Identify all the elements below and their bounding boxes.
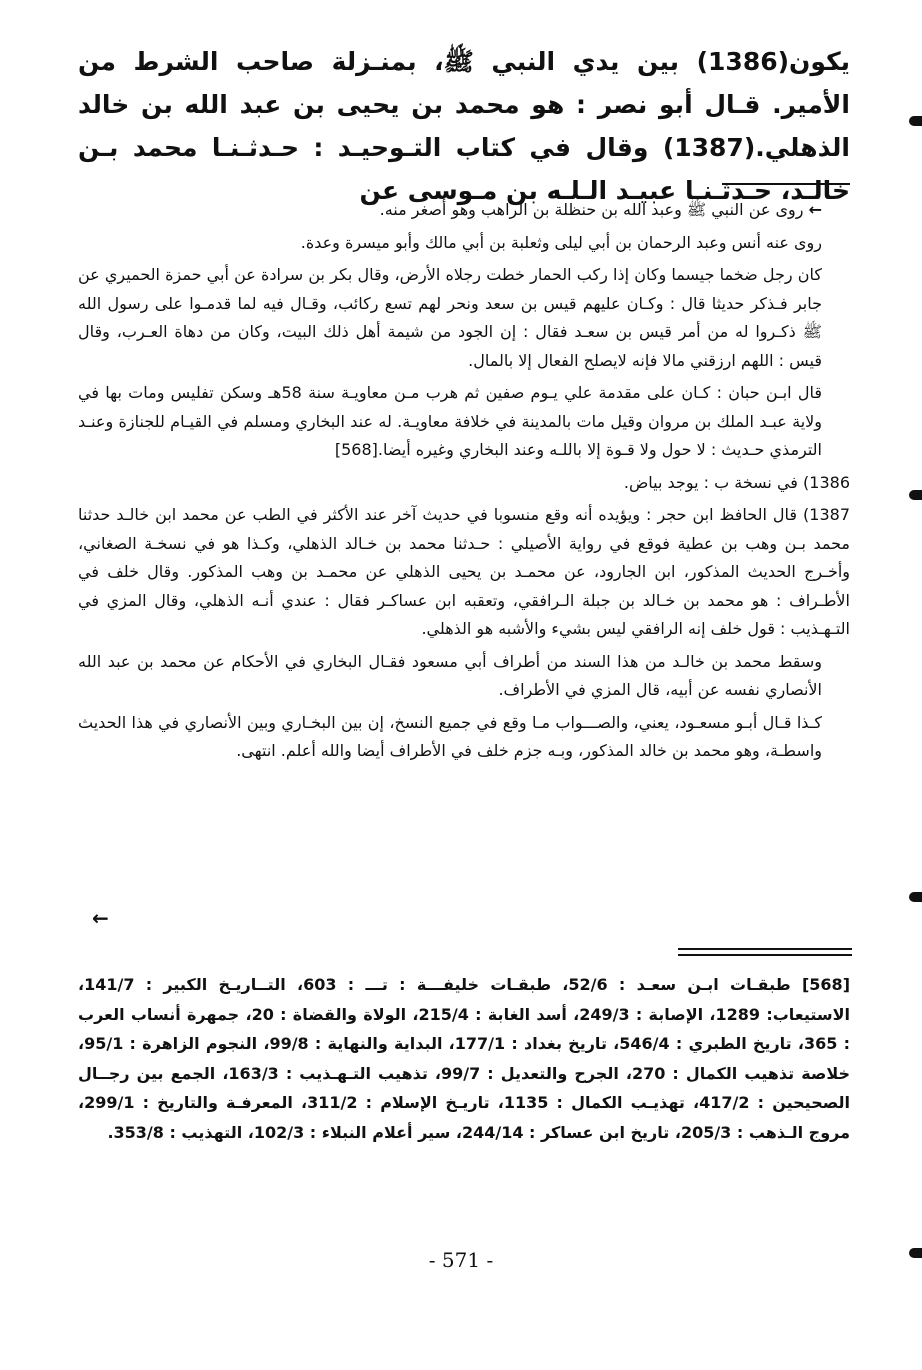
double-separator-line: [678, 948, 852, 960]
footnote-paragraph: وسقط محمد بن خالـد من هذا السند من أطراف أبي مسعود فقـال البخاري في الأحكام عن محمد بن عبد الله الأنصاري نفسه عن أبيه، قال المزي في الأطراف.: [78, 651, 822, 699]
footnote-paragraph: قال ابـن حبان : كـان على مقدمة علي يـوم صفين ثم هرب مـن معاويـة سنة 58هـ وسكن تفليس ومات بها في ولاية عبـد الملك بن مروان وقيل مات بالمدينة في خلافة معاويـة. له عند البخاري ومسلم في القيـام للجنازة وعنـد الترمذي حـديث : لا حول ولا قـوة إلا باللـه وعند البخاري وغيره أيضا.[568]: [78, 383, 822, 459]
references-block: [78, 970, 850, 1147]
arrow-left-icon: ←: [92, 906, 109, 930]
footnote-1387: 1387) قال الحافظ ابن حجر : ويؤيده أنه وقع منسوبا في حديث آخر عند الأكثر في الطب عن محمد ابن خالـد حدثنا محمد بـن وهب بن عطية فوقع في رواية الأصيلي : حـدثنا محمد بن خـالد الذهلي، وكـذا هو في نسخـة الصغاني، وأخـرج الحديث المذكور، ابن الجارود، عن محمـد بن يحيى الذهلي عن محمـد بن وهب المذكور. وقال خلف في الأطـراف : هو محمد بن خـالد بن جبلة الـرافقي، وتعقبه ابن عساكـر فقال : عندي أنـه الذهلي، وقال المزي في التـهـذيب : قول خلف إنه الرافقي ليس بشيء والأشبه هو الذهلي.: [78, 505, 850, 638]
footnote-paragraph: كان رجل ضخما جيسما وكان إذا ركب الحمار خطت رجلاه الأرض، وقال بكر بن سرادة عن أبي حمزة الحميري عن جابر فـذكر حديثا قال : وكـان عليهم قيس بن سعد ونحر لهم تسع ركائب، وقـال فيه لما قدمـوا على رسول الله ﷺ ذكـروا له من أمر قيس بن سعـد فقال : إن الجود من شيمة أهل ذلك البيت، وكان من دهاة العـرب، وقال قيس : اللهم ارزقني مالا فإنه لايصلح الفعال إلا بالمال.: [78, 265, 822, 370]
scan-mark: [909, 116, 922, 126]
separator-line: [722, 183, 850, 185]
page-number: - 571 -: [428, 1248, 494, 1272]
footnote-paragraph: ← روى عن النبي ﷺ وعبد الله بن حنظلة بن الراهب وهو أصغر منه.: [379, 200, 822, 219]
scan-mark: [909, 1248, 922, 1258]
main-text-block: [78, 40, 850, 212]
footnotes-block: [78, 196, 850, 770]
arrow-left-icon: ←: [808, 200, 822, 219]
footnote-paragraph: روى عنه أنس وعبد الرحمان بن أبي ليلى وثعلبة بن أبي مالك وأبو ميسرة وعدة.: [300, 232, 822, 252]
footnote-paragraph: كـذا قـال أبـو مسعـود، يعني، والصـــواب مـا وقع في جميع النسخ، إن بين البخـاري وبين الأنصاري في هذا الحديث واسطـة، وهو محمد بن خالد المذكور، وبـه جزم خلف في الأطراف أيضا والله أعلم. انتهى.: [78, 712, 822, 760]
references-paragraph: [568] طبقـات ابـن سعـد : 52/6، طبقـات خليفـــة : تـــ : 603، التــاريـخ الكبير : 141/7، الاستيعاب: 1289، الإصابة : 249/3، أسد الغابة : 215/4، الولاة والقضاة : 20، جمهرة أنساب العرب : 365، تاريخ الطبري : 546/4، تاريخ بغداد : 177/1، البداية والنهاية : 99/8، النجوم الزاهرة : 95/1، خلاصة تذهيب الكمال : 270، الجرح والتعديل : 99/7، تذهيب التـهـذيب : 163/3، الجمع بين رجــال الصحيحين : 417/2، تهذيـب الكمال : 1135، تاريـخ الإسلام : 311/2، المعرفـة والتاريخ : 299/1، مروج الـذهب : 205/3، تاريخ ابن عساكر : 244/14، سير أعلام النبلاء : 102/3، التهذيب : 353/8.: [78, 975, 851, 1142]
main-paragraph: يكون(1386) بين يدي النبي ﷺ، بمنـزلة صاحب الشرط من الأمير. قـال أبو نصر : هو محمد بن يحيى بن عبد الله بن خالد الذهلي.(1387) وقال في كتاب التـوحيـد : حـدثـنـا محمد بـن خالـد، حـدثـنـا عبيـد الـلـه بن مـوسى عن: [78, 47, 850, 205]
scan-mark: [909, 892, 922, 902]
scan-mark: [909, 490, 922, 500]
footnote-1386: 1386) في نسخة ب : يوجد بياض.: [623, 472, 850, 492]
